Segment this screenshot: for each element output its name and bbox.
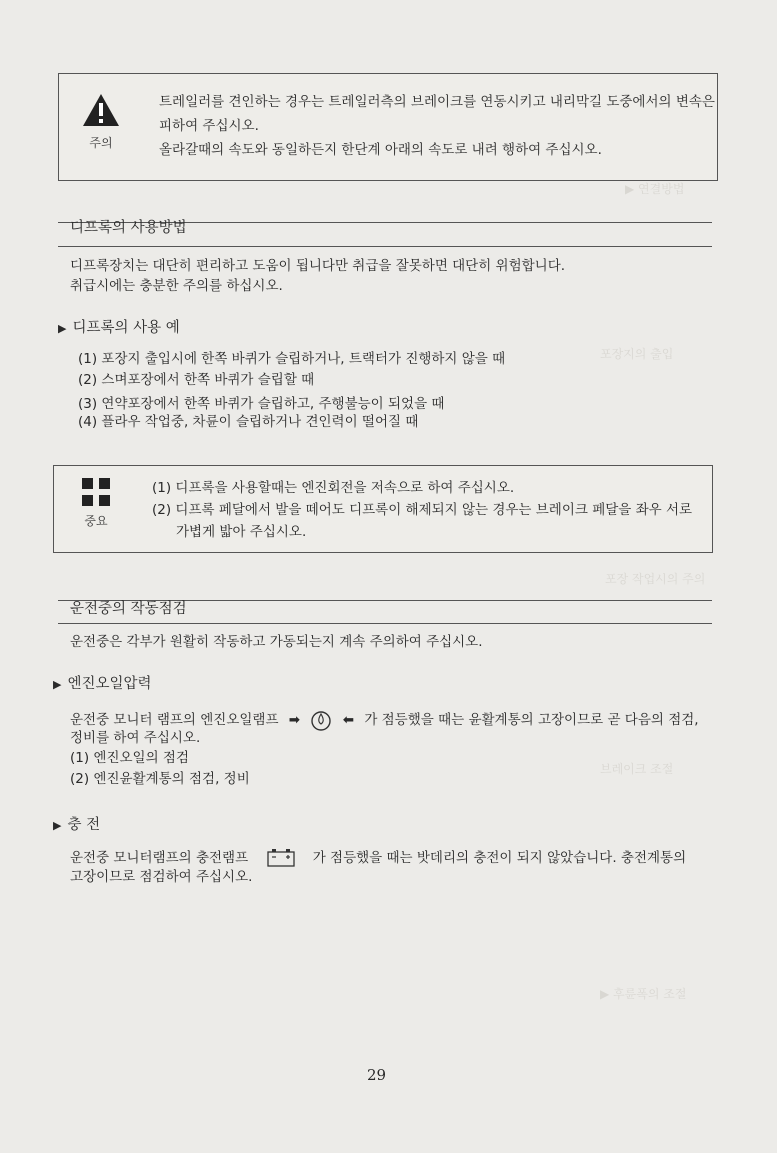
charge-line-2: 고장이므로 점검하여 주십시오. <box>70 869 253 885</box>
important-line-2: (2) 디프록 페달에서 발을 떼어도 디프록이 해제되지 않는 경우는 브레이크 페달을 좌우 서로 <box>152 502 693 518</box>
important-box <box>53 465 713 553</box>
page-number: 29 <box>367 1066 387 1084</box>
important-label: 중요 <box>84 514 108 528</box>
operation-check-title: 운전중의 작동점검 <box>70 601 187 617</box>
bleed-through: ▶ 연결방법 <box>625 182 685 196</box>
diff-lock-example: (2) 스며포장에서 한쪽 바퀴가 슬립할 때 <box>78 372 315 388</box>
charge-line-1a: 운전중 모니터램프의 충전램프 <box>70 850 249 866</box>
charge-title: 충 전 <box>67 817 101 833</box>
bleed-through: 포장지의 출입 <box>600 347 674 361</box>
warning-line-2: 피하여 주십시오. <box>159 118 259 134</box>
diff-lock-intro-2: 취급시에는 충분한 주의를 하십시오. <box>70 278 283 294</box>
diff-lock-example: (4) 플라우 작업중, 차륜이 슬립하거나 견인력이 떨어질 때 <box>78 414 419 430</box>
oil-pressure-heading <box>53 672 152 693</box>
important-icon-group <box>78 478 114 529</box>
right-arrow-icon: ➡ <box>288 712 301 728</box>
bullet-triangle-icon: ▶ <box>58 322 67 335</box>
left-arrow-icon: ⬅ <box>342 712 355 728</box>
diff-lock-examples-title: 디프록의 사용 예 <box>72 320 180 336</box>
diff-lock-example: (1) 포장지 출입시에 한쪽 바퀴가 슬립하거나, 트랙터가 진행하지 않을 때 <box>78 351 506 367</box>
warning-line-1: 트레일러를 견인하는 경우는 트레일러측의 브레이크를 연동시키고 내리막길 도중에서의 변속은 <box>159 94 715 110</box>
diff-lock-examples-heading <box>58 316 180 337</box>
diff-lock-intro-1: 디프록장치는 대단히 편리하고 도움이 됩니다만 취급을 잘못하면 대단히 위험합니다. <box>70 258 566 274</box>
warning-triangle-icon <box>81 92 121 128</box>
oil-line-1b: 가 점등했을 때는 윤활계통의 고장이므로 곧 다음의 점검, <box>364 712 699 728</box>
operation-check-intro: 운전중은 각부가 원활히 작동하고 가동되는지 계속 주의하여 주십시오. <box>70 634 483 650</box>
warning-label: 주의 <box>89 136 113 150</box>
oil-line-1a: 운전중 모니터 램프의 엔진오일램프 <box>70 712 279 728</box>
important-line-3: 가볍게 밟아 주십시오. <box>176 524 307 540</box>
section-rule-bottom <box>58 623 712 624</box>
bleed-through: ▶ 후륜폭의 조절 <box>600 987 687 1001</box>
bullet-triangle-icon: ▶ <box>53 678 62 691</box>
oil-can-icon <box>310 709 332 731</box>
oil-item: (1) 엔진오일의 점검 <box>70 750 189 766</box>
warning-line-3: 올라갈때의 속도와 동일하든지 한단계 아래의 속도로 내려 행하여 주십시오. <box>159 142 602 158</box>
important-line-1: (1) 디프록을 사용할때는 엔진회전을 저속으로 하여 주십시오. <box>152 480 515 496</box>
bleed-through: 포장 작업시의 주의 <box>605 572 706 586</box>
important-square-icon <box>82 478 110 506</box>
oil-line-2: 정비를 하여 주십시오. <box>70 730 201 746</box>
charge-line-1b: 가 점등했을 때는 밧데리의 충전이 되지 않았습니다. 충전계통의 <box>312 850 687 866</box>
diff-lock-title: 디프록의 사용방법 <box>70 220 187 236</box>
bleed-through: 브레이크 조절 <box>600 762 674 776</box>
bullet-triangle-icon: ▶ <box>53 819 62 832</box>
battery-icon <box>266 848 296 868</box>
diff-lock-example: (3) 연약포장에서 한쪽 바퀴가 슬립하고, 주행불능이 되었을 때 <box>78 396 445 412</box>
warning-box <box>58 73 718 181</box>
section-rule-bottom <box>58 246 712 247</box>
oil-item: (2) 엔진윤활계통의 점검, 정비 <box>70 771 250 787</box>
oil-pressure-title: 엔진오일압력 <box>67 676 152 692</box>
warning-icon-group <box>79 92 123 151</box>
charge-heading <box>53 813 100 834</box>
